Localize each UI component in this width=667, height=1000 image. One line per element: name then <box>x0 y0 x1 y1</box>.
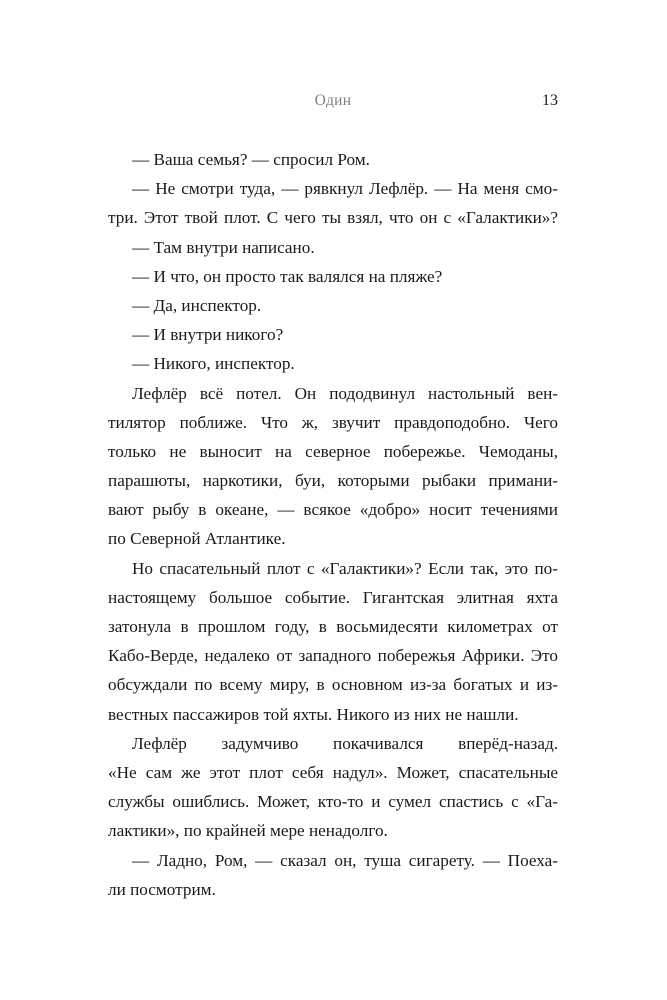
page-header <box>108 92 558 116</box>
running-title: Один <box>314 92 352 109</box>
text-line: только не выносит на северное побережье. Чемоданы, <box>108 441 558 461</box>
text-line: — И что, он просто так валялся на пляже? <box>132 266 443 286</box>
text-line: три. Этот твой плот. С чего ты взял, что он с «Галактики»? <box>108 208 558 228</box>
text-line: парашюты, наркотики, буи, которыми рыбаки примани- <box>108 471 558 491</box>
text-line: — Не смотри туда, — рявкнул Лефлёр. — На меня смо- <box>132 179 558 199</box>
text-line: тилятор поближе. Что ж, звучит правдоподобно. Чего <box>108 412 558 432</box>
text-line: «Не сам же этот плот себя надул». Может, спасательные <box>108 762 558 782</box>
text-line: Лефлёр задумчиво покачивался вперёд-назад. <box>132 733 558 753</box>
text-line: вают рыбу в океане, — всякое «добро» носит течениями <box>108 500 558 520</box>
text-line: Кабо-Верде, недалеко от западного побережья Африки. Это <box>108 646 558 666</box>
text-line: по Северной Атлантике. <box>108 529 286 549</box>
text-line: — Да, инспектор. <box>132 295 262 315</box>
text-line: Но спасательный плот с «Галактики»? Если так, это по- <box>132 558 558 578</box>
text-line: — Ладно, Ром, — сказал он, туша сигарету. — Поеха- <box>132 850 558 870</box>
text-line: ли посмотрим. <box>108 879 216 899</box>
text-line: — Никого, инспектор. <box>132 354 295 374</box>
text-line: лактики», по крайней мере ненадолго. <box>108 821 388 841</box>
text-line: — Там внутри написано. <box>132 237 315 257</box>
text-line: обсуждали по всему миру, в основном из-за богатых и из- <box>108 675 558 695</box>
text-line: — И внутри никого? <box>132 325 284 345</box>
page-number: 13 <box>542 92 558 109</box>
text-line: — Ваша семья? — спросил Ром. <box>132 150 370 169</box>
text-line: затонула в прошлом году, в восьмидесяти километрах от <box>108 617 558 636</box>
text-line: службы ошиблись. Может, кто-то и сумел спастись с «Га- <box>108 792 558 812</box>
body-text <box>108 145 558 904</box>
text-line: вестных пассажиров той яхты. Никого из них не нашли. <box>108 704 519 724</box>
text-line: настоящему большое событие. Гигантская элитная яхта <box>108 587 558 607</box>
text-line: Лефлёр всё потел. Он пододвинул настольный вен- <box>132 383 558 403</box>
